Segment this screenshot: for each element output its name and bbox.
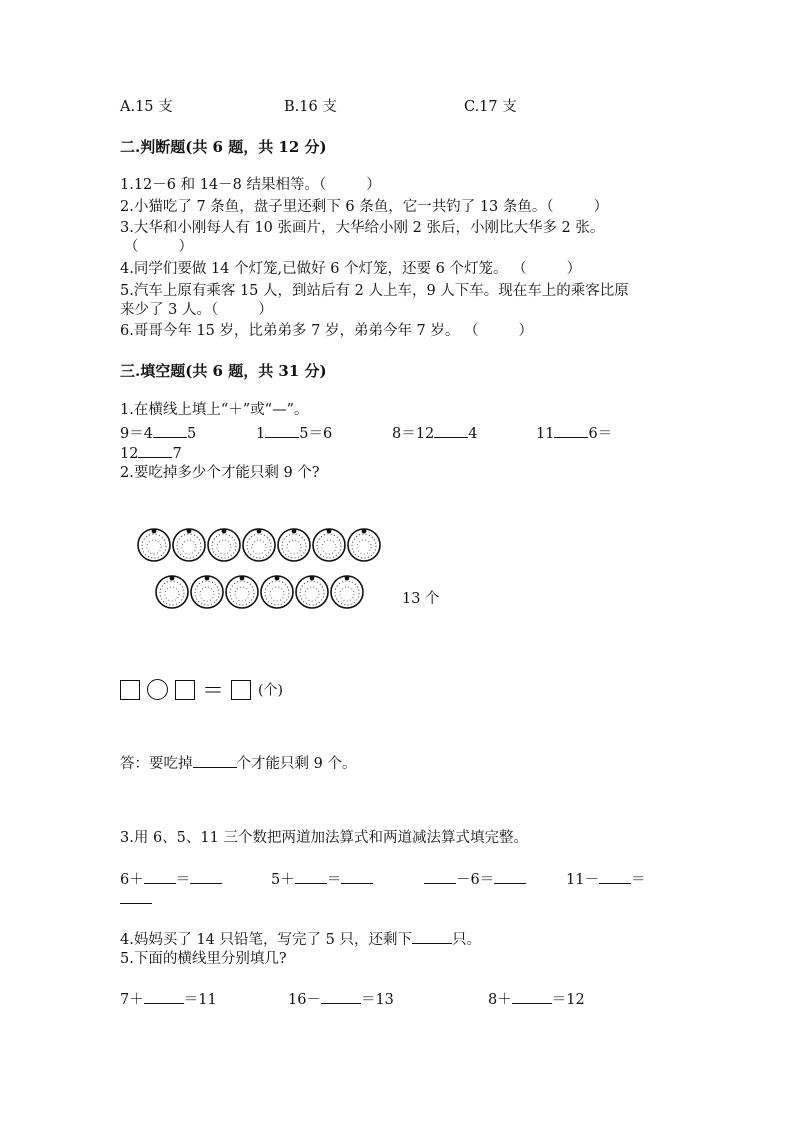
section2-heading: 二.判断题(共 6 题，共 12 分) [120, 138, 327, 156]
fruit-icon [226, 576, 258, 608]
judge-item-5-cont: 来少了 3 人。（ ） [120, 302, 273, 318]
answer-blank[interactable] [512, 989, 552, 1004]
answer-blank[interactable] [321, 989, 361, 1004]
answer-blank[interactable] [193, 753, 237, 768]
fill-q1-expr-3: 8＝12 4 [392, 423, 477, 443]
fill-q5-expr-2: 16－ ＝13 [288, 989, 394, 1009]
answer-blank[interactable] [265, 423, 299, 438]
fruit-row-top [137, 527, 387, 561]
answer-blank[interactable] [554, 423, 588, 438]
fill-q3-prompt: 3.用 6、5、11 三个数把两道加法算式和两道减法算式填完整。 [120, 830, 528, 846]
answer-blank[interactable] [190, 869, 222, 884]
fill-q3-expr-4: 11－ ＝ [566, 869, 645, 889]
answer-blank[interactable] [144, 989, 184, 1004]
fruit-icon [173, 529, 205, 561]
fruit-icon [208, 529, 240, 561]
answer-blank[interactable] [599, 869, 631, 884]
fruit-icon [278, 529, 310, 561]
fill-q1-expr-2: 1 5＝6 [256, 423, 332, 443]
fill-q4: 4.妈妈买了 14 只铅笔，写完了 5 只，还剩下 只。 [120, 929, 481, 949]
fill-q1-expr-4: 11 6＝ [536, 423, 612, 443]
fill-q2-answer: 答：要吃掉 个才能只剩 9 个。 [120, 753, 356, 773]
judge-item-1: 1.12－6 和 14－8 结果相等。（ ） [120, 177, 381, 193]
fill-q5-expr-3: 8＋ ＝12 [488, 989, 585, 1009]
judge-item-4: 4.同学们要做 14 个灯笼,已做好 6 个灯笼，还要 6 个灯笼。 （ ） [120, 261, 582, 277]
answer-blank[interactable] [295, 869, 327, 884]
fill-q5-expr-1: 7＋ ＝11 [120, 989, 217, 1009]
fruit-icon [243, 529, 275, 561]
option-a: A.15 支 [120, 99, 173, 115]
fill-q3-expr-3: －6＝ [424, 869, 526, 889]
answer-blank[interactable] [153, 423, 187, 438]
answer-blank[interactable] [412, 929, 452, 944]
fill-q3-expr-4-cont [120, 889, 152, 909]
judge-item-2: 2.小猫吃了 7 条鱼，盘子里还剩下 6 条鱼，它一共钓了 13 条鱼。（ ） [120, 199, 609, 215]
fill-q3-expr-1: 6＋ ＝ [120, 869, 222, 889]
fill-q1-expr-4-cont: 12 7 [120, 443, 182, 463]
judge-item-6: 6.哥哥今年 15 岁，比弟弟多 7 岁，弟弟今年 7 岁。 （ ） [120, 323, 533, 339]
fruit-total-label: 13 个 [402, 591, 440, 607]
section3-heading: 三.填空题(共 6 题，共 31 分) [120, 362, 327, 380]
fruit-icon [331, 576, 363, 608]
fill-q3-expr-2: 5＋ ＝ [271, 869, 373, 889]
fruit-icon [348, 529, 380, 561]
answer-blank[interactable] [138, 443, 172, 458]
answer-blank[interactable] [434, 423, 468, 438]
fruit-icon [138, 529, 170, 561]
answer-box[interactable] [120, 680, 140, 700]
operator-circle[interactable] [147, 679, 168, 700]
fruit-icon [313, 529, 345, 561]
fill-q2-prompt: 2.要吃掉多少个才能只剩 9 个? [120, 465, 320, 481]
answer-blank[interactable] [341, 869, 373, 884]
answer-box[interactable] [231, 680, 251, 700]
fruit-icon [191, 576, 223, 608]
fill-q5-prompt: 5.下面的横线里分别填几? [120, 951, 287, 967]
equation-boxes [120, 674, 283, 705]
fill-q1-expr-1: 9＝4 5 [120, 423, 196, 443]
option-c: C.17 支 [464, 99, 517, 115]
judge-item-3: 3.大华和小刚每人有 10 张画片，大华给小刚 2 张后，小刚比大华多 2 张。 [120, 220, 605, 236]
fruit-icon [296, 576, 328, 608]
unit-label: (个) [258, 682, 283, 699]
fruit-row-bottom [155, 574, 370, 608]
answer-blank[interactable] [424, 869, 456, 884]
option-b: B.16 支 [284, 99, 337, 115]
answer-box[interactable] [175, 680, 195, 700]
fruit-icon [156, 576, 188, 608]
answer-blank[interactable] [120, 889, 152, 904]
fruit-icon [261, 576, 293, 608]
fill-q1-prompt: 1.在横线上填上“＋”或“—”。 [120, 402, 309, 418]
judge-item-3-paren: （ ） [124, 239, 193, 255]
answer-blank[interactable] [144, 869, 176, 884]
equals-sign: ＝ [202, 679, 225, 704]
judge-item-5: 5.汽车上原有乘客 15 人，到站后有 2 人上车，9 人下车。现在车上的乘客比原 [120, 283, 629, 299]
answer-blank[interactable] [494, 869, 526, 884]
